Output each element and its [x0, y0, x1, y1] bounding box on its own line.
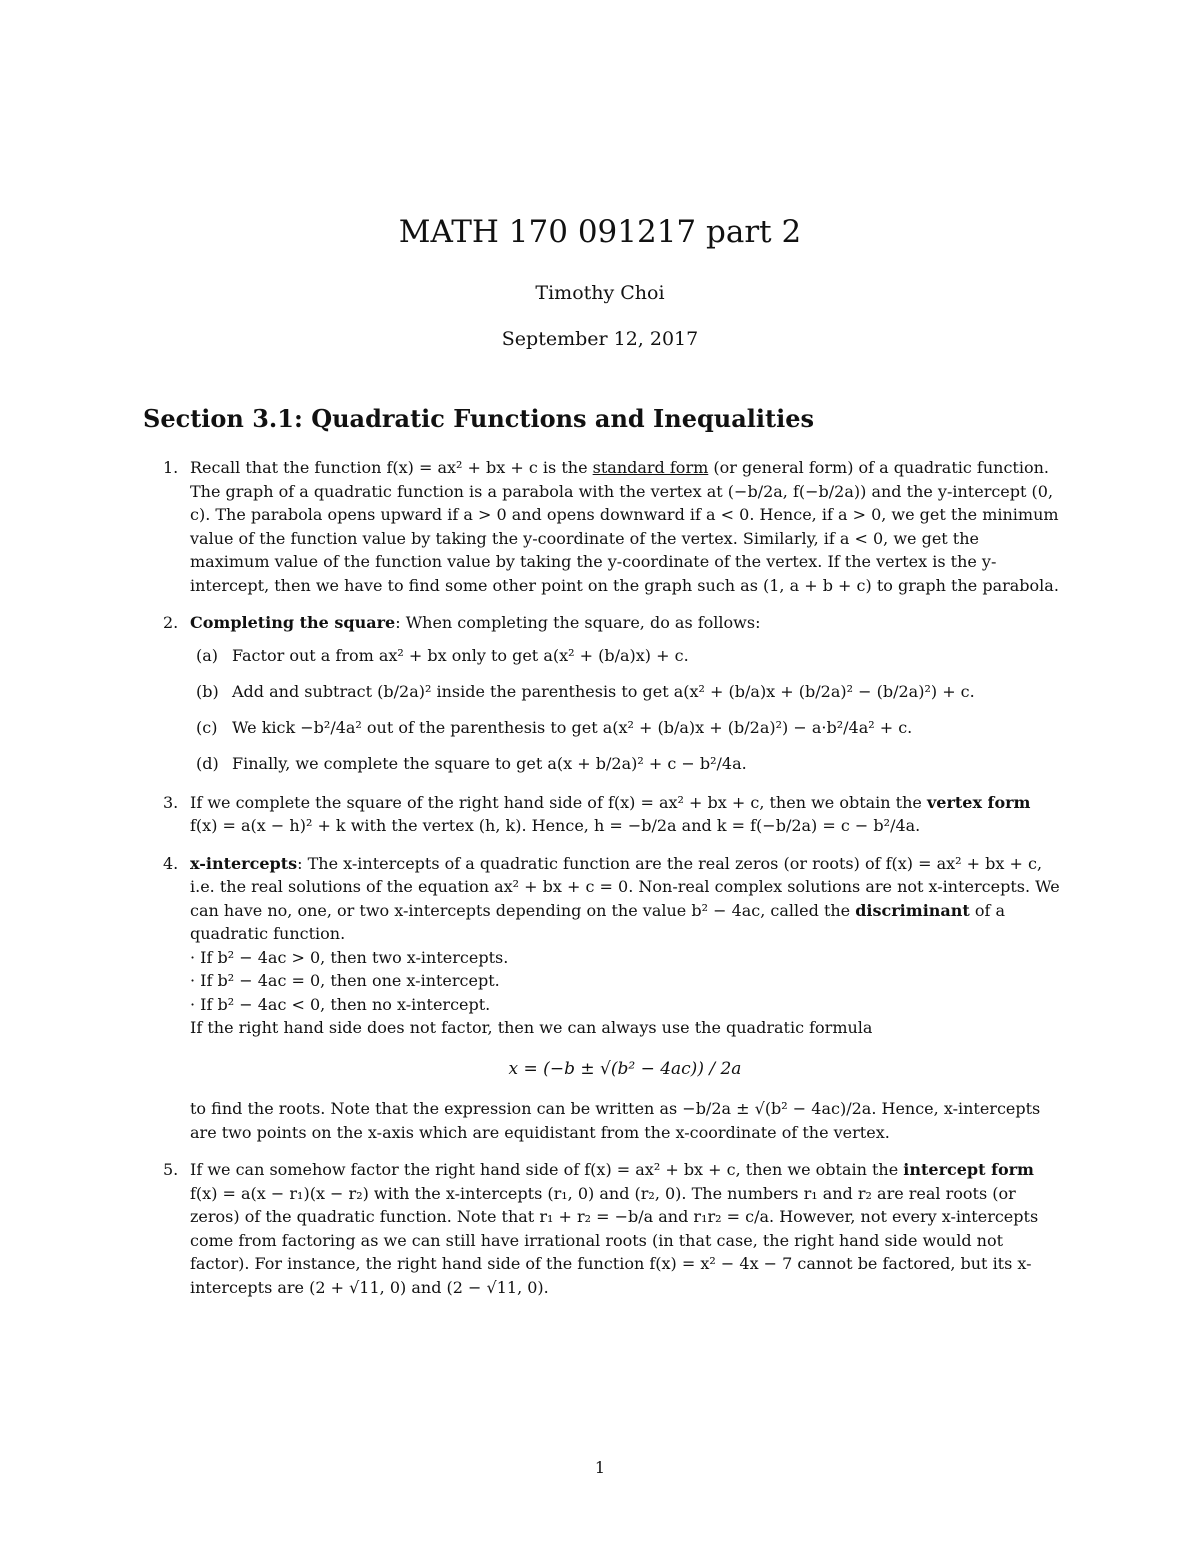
bullet-line: · If b² − 4ac < 0, then no x-intercept.: [190, 994, 491, 1014]
item-text: If the right hand side does not factor, then we can always use the quadratic formula: [190, 1018, 873, 1037]
bold-term: discriminant: [855, 900, 970, 920]
sub-list-item: [190, 715, 1060, 741]
list-item: [163, 852, 1060, 1145]
quadratic-formula: x = (−b ± √(b² − 4ac)) / 2a: [508, 1058, 742, 1079]
item-number: 2.: [163, 613, 179, 632]
bullet-line: · If b² − 4ac > 0, then two x-intercepts.: [190, 947, 509, 967]
bold-term: x-intercepts: [190, 853, 298, 873]
item-number: 3.: [163, 792, 179, 812]
sub-item-text: Finally, we complete the square to get a(x + b/2a)² + c − b²/4a.: [232, 753, 747, 773]
sub-list: [190, 643, 1060, 777]
list-item: [163, 456, 1060, 597]
sub-list-item: [190, 751, 1060, 777]
item-text: If we can somehow factor the right hand side of f(x) = ax² + bx + c, then we obtain the: [190, 1160, 904, 1179]
document-title: MATH 170 091217 part 2: [398, 214, 802, 250]
item-number: 4.: [163, 853, 179, 873]
bold-term: vertex form: [926, 792, 1031, 812]
document-author: Timothy Choi: [535, 282, 665, 304]
page-number: 1: [594, 1458, 606, 1477]
item-text: If we complete the square of the right hand side of f(x) = ax² + bx + c, then we obtain the: [190, 792, 927, 812]
item-text: to find the roots. Note that the expression can be written as −b/2a ± √(b² − 4ac)/2a. Hence, x-intercepts are two points on the x-axis which are equidistant from the x-coordinate of the vertex.: [190, 1099, 1041, 1142]
sub-item-text: Add and subtract (b/2a)² inside the parenthesis to get a(x² + (b/a)x + (b/2a)² − (b/2a)²) + c.: [232, 681, 975, 701]
sub-item-label: (d): [196, 753, 219, 773]
bold-term: Completing the square: [190, 613, 396, 632]
item-text: (or general form) of a quadratic function. The graph of a quadratic function is a parabola with the vertex at (−b/2a, f(−b/2a)) and the y-intercept (0, c). The parabola opens upward if a > 0 and opens downward if a < 0. Hence, if a > 0, we get the minimum value of the function value by taking the y-coordinate of the vertex. Similarly, if a < 0, we get the maximum value of the function value by taking the y-coordinate of the vertex. If the vertex is the y-intercept, then we have to find some other point on the graph such as (1, a + b + c) to graph the parabola.: [190, 458, 1059, 595]
list-item: [163, 1158, 1060, 1299]
sub-item-text: We kick −b²/4a² out of the parenthesis to get a(x² + (b/a)x + (b/2a)²) − a·b²/4a² + c.: [232, 717, 913, 737]
sub-item-label: (b): [196, 681, 219, 701]
item-list: [163, 456, 1060, 1313]
bullet-line: · If b² − 4ac = 0, then one x-intercept.: [190, 971, 500, 990]
item-text: Recall that the function f(x) = ax² + bx + c is the: [190, 458, 593, 477]
item-text: : The x-intercepts of a quadratic function are the real zeros (or roots) of f(x) = ax² + bx + c, i.e. the real solutions of the equation ax² + bx + c = 0. Non-real complex solutions are not x-intercepts. We can have no, one, or two x-intercepts depending on the value b² − 4ac, called the: [190, 853, 1060, 920]
section-heading: Section 3.1: Quadratic Functions and Inequalities: [143, 404, 814, 433]
underlined-term: standard form: [592, 458, 709, 477]
sub-item-label: (c): [196, 717, 218, 737]
item-number: 1.: [163, 458, 179, 477]
item-number: 5.: [163, 1160, 179, 1179]
sub-item-label: (a): [196, 645, 219, 665]
bold-term: intercept form: [903, 1160, 1034, 1179]
list-item: [163, 611, 1060, 777]
item-text: of a quadratic function.: [190, 900, 1006, 943]
sub-item-text: Factor out a from ax² + bx only to get a(x² + (b/a)x) + c.: [232, 645, 689, 665]
sub-list-item: [190, 679, 1060, 705]
item-text: f(x) = a(x − h)² + k with the vertex (h, k). Hence, h = −b/2a and k = f(−b/2a) = c − b²/4a.: [190, 816, 921, 835]
item-text: f(x) = a(x − r₁)(x − r₂) with the x-intercepts (r₁, 0) and (r₂, 0). The numbers r₁ and r₂ are real roots (or zeros) of the quadratic function. Note that r₁ + r₂ = −b/a and r₁r₂ = c/a. However, not every x-intercepts come from factoring as we can still have irrational roots (in that case, the right hand side would not factor). For instance, the right hand side of the function f(x) = x² − 4x − 7 cannot be factored, but its x-intercepts are (2 + √11, 0) and (2 − √11, 0).: [190, 1183, 1039, 1297]
sub-list-item: [190, 643, 1060, 669]
item-text: : When completing the square, do as follows:: [395, 613, 761, 632]
document-date: September 12, 2017: [501, 328, 699, 350]
list-item: [163, 791, 1060, 838]
